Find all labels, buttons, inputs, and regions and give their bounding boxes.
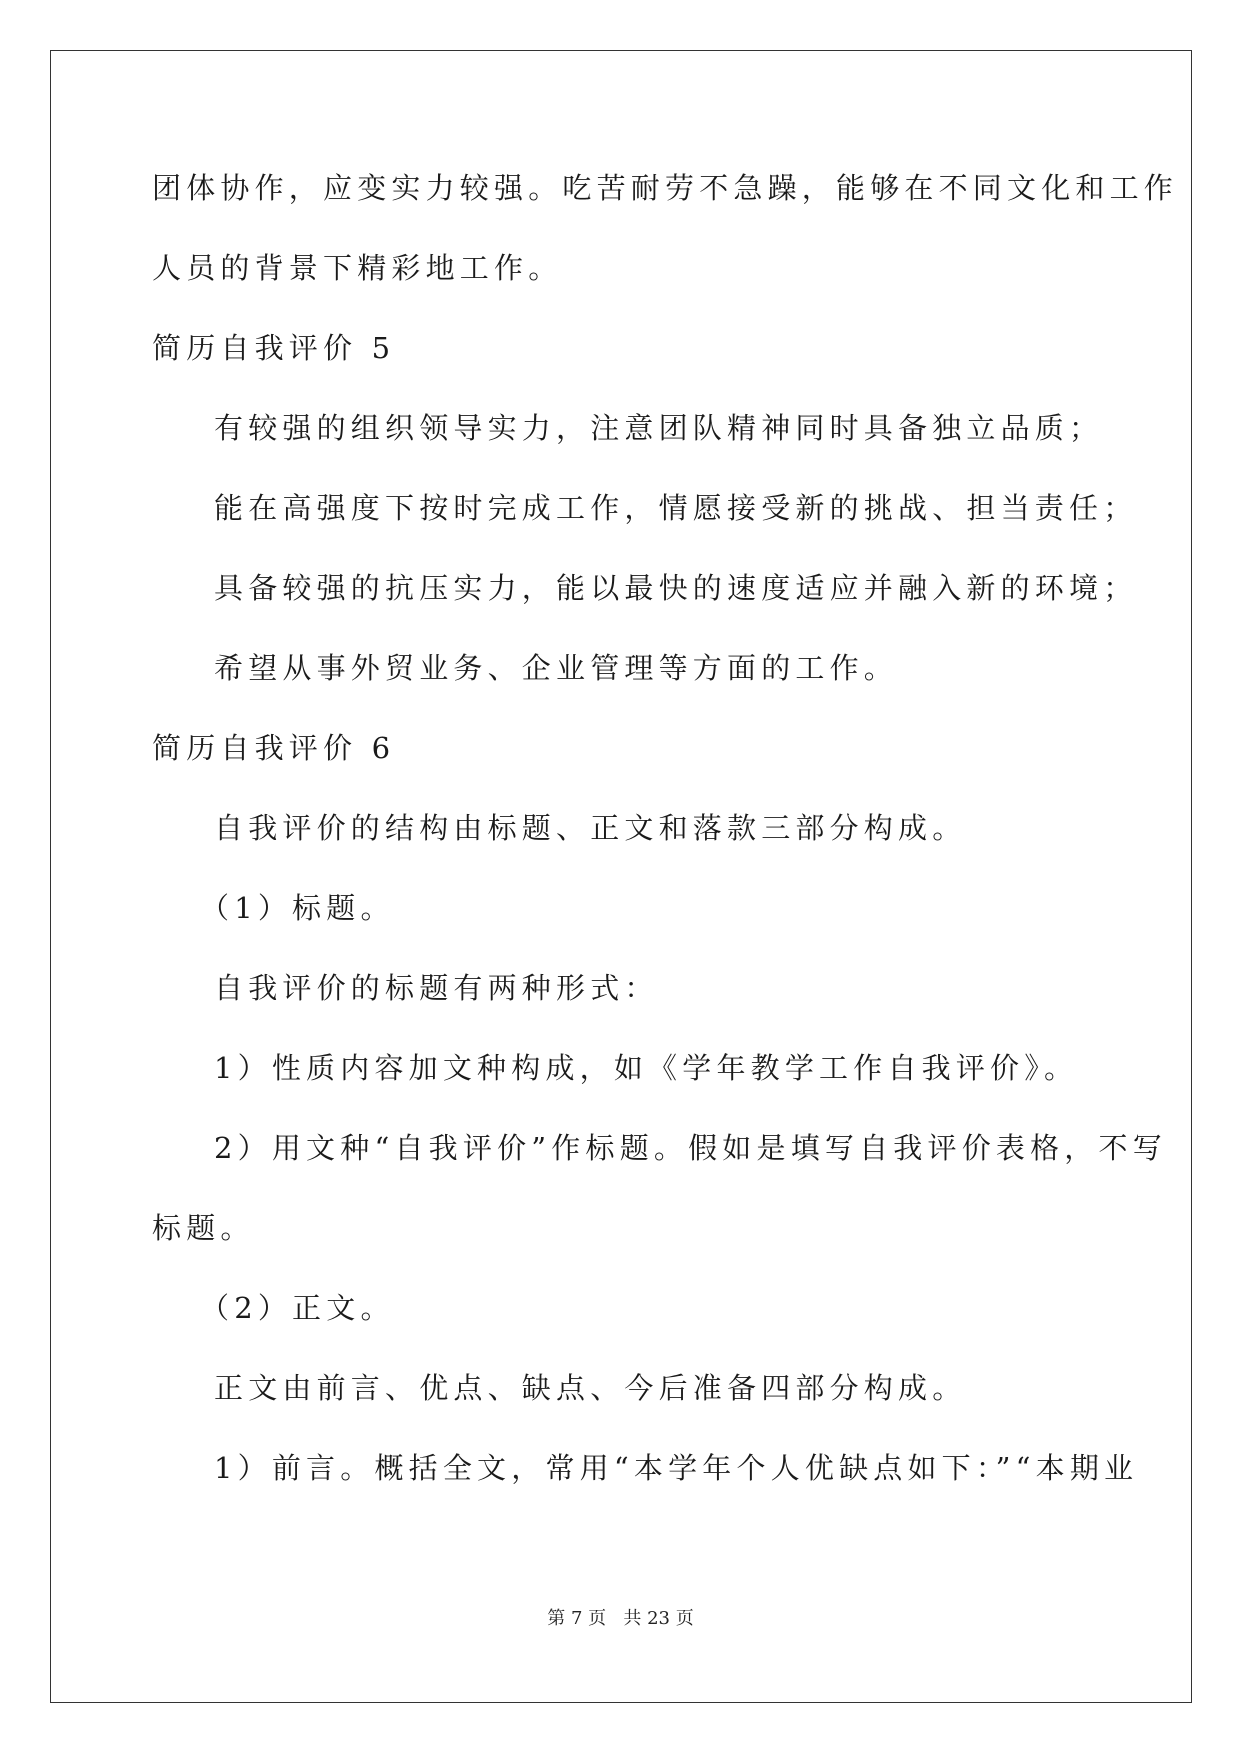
body-line: 有较强的组织领导实力，注意团队精神同时具备独立品质； <box>214 411 1104 445</box>
body-line: 希望从事外贸业务、企业管理等方面的工作。 <box>214 651 899 685</box>
body-line: （1）标题。 <box>200 891 395 925</box>
body-line: 能在高强度下按时完成工作，情愿接受新的挑战、担当责任； <box>214 491 1138 525</box>
body-line: 2）用文种“自我评价”作标题。假如是填写自我评价表格，不写 <box>214 1131 1167 1165</box>
body-line: 1）性质内容加文种构成，如《学年教学工作自我评价》。 <box>214 1051 1079 1085</box>
body-line: 团体协作，应变实力较强。吃苦耐劳不急躁，能够在不同文化和工作 <box>152 171 1179 205</box>
section-heading: 简历自我评价 6 <box>152 731 396 765</box>
page-number-footer: 第 7 页 共 23 页 <box>547 1608 694 1629</box>
body-line: 具备较强的抗压实力，能以最快的速度适应并融入新的环境； <box>214 571 1138 605</box>
body-line: 自我评价的标题有两种形式： <box>214 971 659 1005</box>
body-line: 标题。 <box>152 1211 255 1245</box>
body-line: 人员的背景下精彩地工作。 <box>152 251 563 285</box>
body-line: （2）正文。 <box>200 1291 395 1325</box>
body-line: 自我评价的结构由标题、正文和落款三部分构成。 <box>214 811 967 845</box>
body-line: 正文由前言、优点、缺点、今后准备四部分构成。 <box>214 1371 967 1405</box>
section-heading: 简历自我评价 5 <box>152 331 396 365</box>
body-line: 1）前言。概括全文，常用“本学年个人优缺点如下：”“本期业 <box>214 1451 1139 1485</box>
